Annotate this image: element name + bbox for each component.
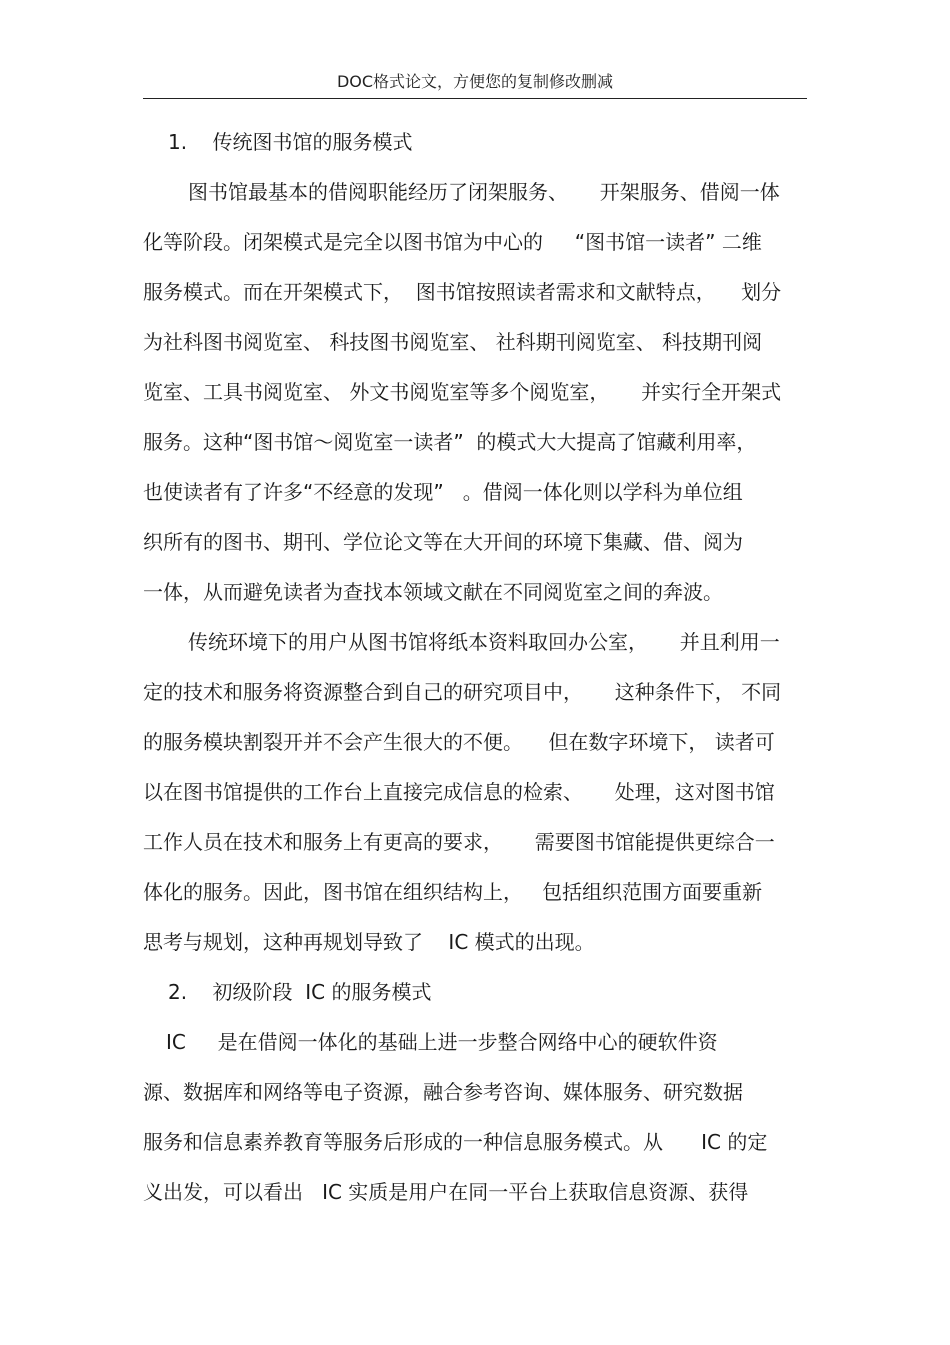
text-line: 服务和信息素养教育等服务后形成的一种信息服务模式。从 IC 的定 [143, 1130, 768, 1154]
text-line: 传统环境下的用户从图书馆将纸本资料取回办公室， 并且利用一 [188, 630, 780, 654]
text-line: 服务模式。而在开架模式下， 图书馆按照读者需求和文献特点， 划分 [143, 280, 782, 304]
text-line: 织所有的图书、期刊、学位论文等在大开间的环境下集藏、借、阅为 [143, 530, 743, 554]
text-line: 体化的服务。因此，图书馆在组织结构上， 包括组织范围方面要重新 [143, 880, 763, 904]
text-line: 思考与规划，这种再规划导致了 IC 模式的出现。 [143, 930, 595, 954]
text-line: 以在图书馆提供的工作台上直接完成信息的检索、 处理，这对图书馆 [143, 780, 775, 804]
text-line: 定的技术和服务将资源整合到自己的研究项目中， 这种条件下， 不同 [143, 680, 782, 704]
text-line: 览室、工具书阅览室、 外文书阅览室等多个阅览室， 并实行全开架式 [143, 380, 782, 404]
text-line: 一体，从而避免读者为查找本领域文献在不同阅览室之间的奔波。 [143, 580, 723, 604]
text-line: 义出发，可以看出 IC 实质是用户在同一平台上获取信息资源、获得 [143, 1180, 749, 1204]
text-line: 为社科图书阅览室、 科技图书阅览室、 社科期刊阅览室、 科技期刊阅 [143, 330, 763, 354]
section-heading-2: 2. 初级阶段 IC 的服务模式 [168, 980, 432, 1004]
text-line: IC 是在借阅一体化的基础上进一步整合网络中心的硬软件资 [166, 1030, 718, 1054]
text-line: 源、数据库和网络等电子资源，融合参考咨询、媒体服务、研究数据 [143, 1080, 743, 1104]
text-line: 图书馆最基本的借阅职能经历了闭架服务、 开架服务、借阅一体 [188, 180, 780, 204]
header-text: DOC格式论文，方便您的复制修改删减 [336, 72, 614, 91]
text-line: 工作人员在技术和服务上有更高的要求， 需要图书馆能提供更综合一 [143, 830, 775, 854]
section-heading-1: 1. 传统图书馆的服务模式 [168, 130, 413, 154]
text-line: 也使读者有了许多“不经意的发现” 。借阅一体化则以学科为单位组 [143, 480, 743, 504]
text-line: 服务。这种“图书馆～阅览室一读者” 的模式大大提高了馆藏利用率， [143, 430, 757, 454]
page-header [143, 70, 807, 99]
text-line: 化等阶段。闭架模式是完全以图书馆为中心的 “图书馆一读者” 二维 [143, 230, 762, 254]
text-line: 的服务模块割裂开并不会产生很大的不便。 但在数字环境下， 读者可 [143, 730, 775, 754]
